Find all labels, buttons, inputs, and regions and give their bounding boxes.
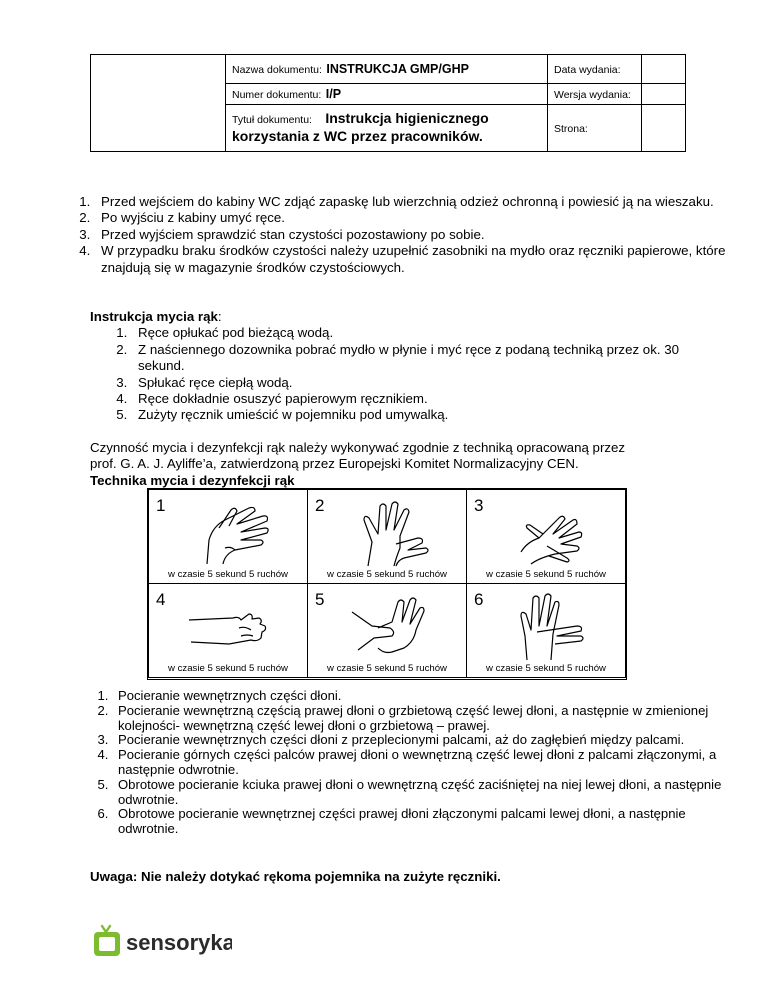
- issue-date-label: Data wydania:: [554, 64, 621, 76]
- list-item: 1. Przed wejściem do kabiny WC zdjąć zapaskę lub wierzchnią odzież ochronną i powiesić ją na wieszaku.: [94, 194, 734, 210]
- note: [90, 869, 501, 885]
- logo-text: sensoryka: [126, 930, 232, 955]
- hand-technique-figure: [147, 488, 627, 680]
- list-item: 3. Pocieranie wewnętrznych części dłoni z przeplecionymi palcami, aż do zagłębień między palcami.: [112, 733, 742, 748]
- version-label: Wersja wydania:: [554, 89, 631, 101]
- list-item: 5. Zużyty ręcznik umieścić w pojemniku pod umywalką.: [131, 407, 711, 423]
- figure-cell-5: [307, 583, 467, 678]
- list-item: 4. Pocieranie górnych części palców prawej dłoni o wewnętrzną część lewej dłoni z palcami złączonymi, a następnie odwrotnie.: [112, 748, 742, 778]
- thumb-rotation-rub-icon: [338, 592, 438, 662]
- figure-cell-1: [148, 489, 308, 584]
- washing-heading: [90, 309, 710, 325]
- doc-number-label: Numer dokumentu:: [232, 89, 322, 101]
- figure-cell-4: [148, 583, 308, 678]
- list-item: 6. Obrotowe pocieranie wewnętrznej części prawej dłoni złączonymi palcami lewej dłoni, a następnie odwrotnie.: [112, 807, 742, 837]
- issue-date-value: [642, 55, 686, 84]
- fingertips-in-palm-icon: [497, 592, 597, 662]
- figure-number: 6: [474, 590, 484, 609]
- note-text: Uwaga: Nie należy dotykać rękoma pojemnika na zużyte ręczniki.: [90, 869, 501, 884]
- list-item: 2. Po wyjściu z kabiny umyć ręce.: [94, 210, 734, 226]
- version-cell: [548, 84, 642, 105]
- list-item: 2. Pocieranie wewnętrzną częścią prawej dłoni o grzbietową część lewej dłoni, a następnie w zmienionej kolejności- wewnętrzną część lewej dłoni o grzbietową – prawej.: [112, 704, 742, 734]
- list-item: 3. Przed wyjściem sprawdzić stan czystości pozostawiony po sobie.: [94, 227, 734, 243]
- issue-date-cell: [548, 55, 642, 84]
- figure-number: 5: [315, 590, 325, 609]
- doc-title-line2: korzystania z WC przez pracowników.: [232, 128, 483, 144]
- list-item: 1. Pocieranie wewnętrznych części dłoni.: [112, 689, 742, 704]
- figure-cell-2: [307, 489, 467, 584]
- doc-title-cell: [226, 105, 548, 152]
- doc-number-cell: [226, 84, 548, 105]
- page-label: Strona:: [554, 123, 588, 135]
- figure-caption: w czasie 5 sekund 5 ruchów: [168, 663, 288, 674]
- interlaced-fingers-icon: [497, 498, 597, 568]
- technique-section: [90, 440, 710, 489]
- figure-cell-3: [466, 489, 626, 584]
- fingertips-rub-icon: [179, 592, 279, 662]
- list-item: 1. Ręce opłukać pod bieżącą wodą.: [131, 325, 711, 341]
- palms-rub-icon: [179, 498, 279, 568]
- list-item: 5. Obrotowe pocieranie kciuka prawej dłoni o wewnętrzną część zaciśniętej na niej lewej dłoni, a następnie odwrotnie.: [112, 778, 742, 808]
- washing-steps-list: [90, 325, 711, 423]
- figure-number: 3: [474, 496, 484, 515]
- list-item: 3. Spłukać ręce ciepłą wodą.: [131, 375, 711, 391]
- figure-number: 2: [315, 496, 325, 515]
- logo-cell: [91, 55, 226, 152]
- doc-name-label: Nazwa dokumentu:: [232, 64, 322, 76]
- back-of-hand-rub-icon: [338, 498, 438, 568]
- page-value: [642, 105, 686, 152]
- list-item: 4. W przypadku braku środków czystości należy uzupełnić zasobniki na mydło oraz ręczniki papierowe, które znajdują się w magazynie środków czystościowych.: [94, 243, 734, 276]
- figure-caption: w czasie 5 sekund 5 ruchów: [327, 663, 447, 674]
- figure-number: 4: [156, 590, 166, 609]
- doc-title-label: Tytuł dokumentu:: [232, 114, 312, 126]
- technique-intro-line1: Czynność mycia i dezynfekcji rąk należy wykonywać zgodnie z techniką opracowaną przez: [90, 440, 626, 455]
- figure-caption: w czasie 5 sekund 5 ruchów: [168, 569, 288, 580]
- technique-heading: Technika mycia i dezynfekcji rąk: [90, 472, 295, 488]
- doc-number-value: I/P: [325, 87, 342, 101]
- document-header-table: [90, 54, 686, 152]
- figure-number: 1: [156, 496, 166, 515]
- figure-cell-6: [466, 583, 626, 678]
- washing-heading-colon: :: [217, 309, 222, 324]
- washing-section: [90, 309, 710, 424]
- sensoryka-logo: [92, 922, 232, 963]
- figure-caption: w czasie 5 sekund 5 ruchów: [486, 569, 606, 580]
- list-item: 2. Z naściennego dozownika pobrać mydło w płynie i myć ręce z podaną techniką przez ok. 30 sekund.: [131, 342, 711, 375]
- version-value: [642, 84, 686, 105]
- page-cell: [548, 105, 642, 152]
- list-item: 4. Ręce dokładnie osuszyć papierowym ręcznikiem.: [131, 391, 711, 407]
- doc-name-cell: [226, 55, 548, 84]
- tv-icon: [92, 922, 232, 958]
- technique-steps-list: [72, 689, 742, 837]
- technique-intro-line2: prof. G. A. J. Ayliffe’a, zatwierdzoną przez Europejski Komitet Normalizacyjny CEN.: [90, 456, 579, 472]
- doc-title-line1: Instrukcja higienicznego: [325, 110, 489, 126]
- figure-caption: w czasie 5 sekund 5 ruchów: [486, 663, 606, 674]
- doc-name-value: INSTRUKCJA GMP/GHP: [326, 62, 469, 76]
- figure-caption: w czasie 5 sekund 5 ruchów: [327, 569, 447, 580]
- wc-rules-list: [54, 194, 734, 276]
- washing-heading-text: Instrukcja mycia rąk: [90, 309, 218, 324]
